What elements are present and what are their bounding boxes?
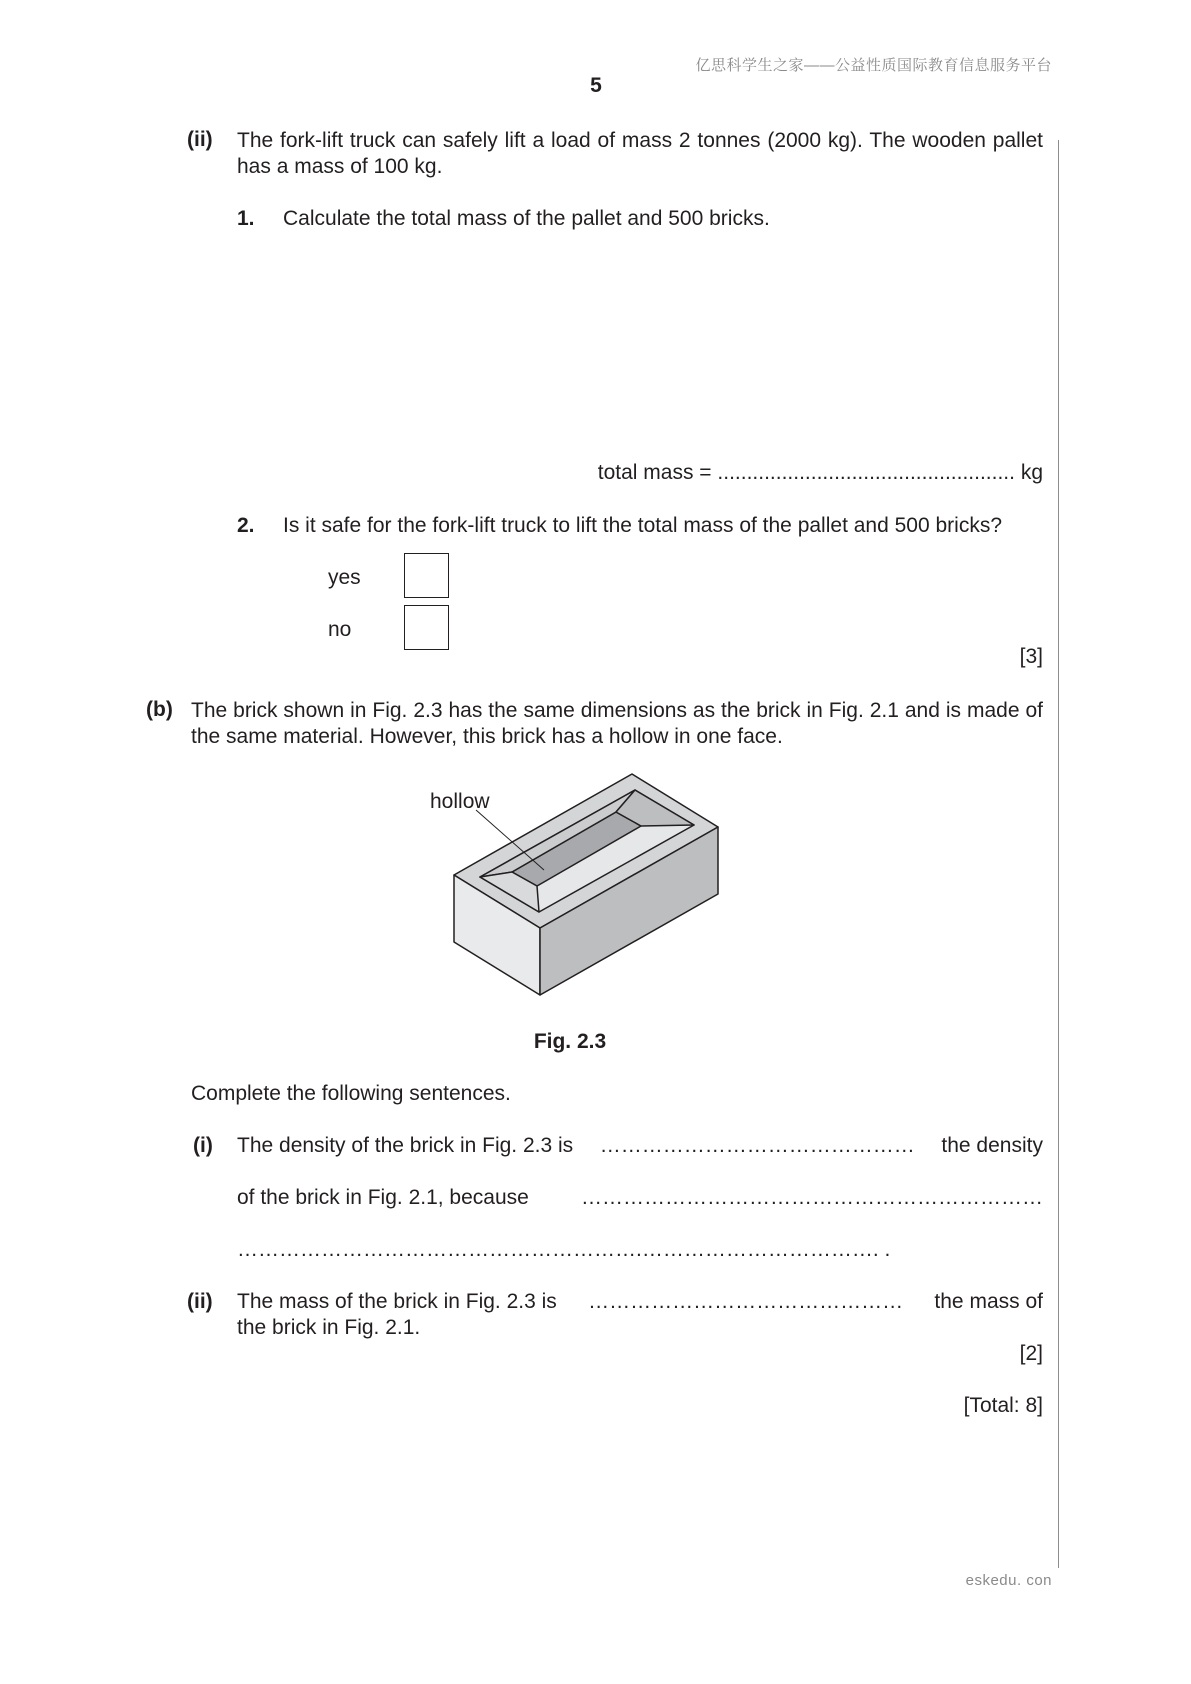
instruction-text: Complete the following sentences. (191, 1082, 511, 1105)
header-watermark: 亿思科学生之家——公益性质国际教育信息服务平台 (695, 57, 1052, 74)
part-b-i-line1 (237, 1134, 1043, 1158)
part-b-i-line2 (237, 1186, 1043, 1210)
b-ii-line1-start: The mass of the brick in Fig. 2.3 is (237, 1290, 557, 1313)
hollow-annotation: hollow (430, 790, 490, 813)
b-i-line1-start: The density of the brick in Fig. 2.3 is (237, 1134, 574, 1157)
part-b-text: The brick shown in Fig. 2.3 has the same dimensions as the brick in Fig. 2.1 and is made of the same material. However, this brick has a hollow in one face. (191, 699, 1043, 748)
part-a-ii-text: The fork-lift truck can safely lift a load of mass 2 tonnes (2000 kg). The wooden pallet has a mass of 100 kg. (237, 129, 1043, 178)
option-yes-label: yes (328, 566, 361, 589)
option-no-box[interactable] (404, 605, 449, 650)
part-a-ii-label: (ii) (187, 128, 213, 151)
b-i-reason-blank-2[interactable]: ………………………………………………….……………………………. . (237, 1238, 891, 1261)
q2-text: Is it safe for the fork-lift truck to lift the total mass of the pallet and 500 bricks? (283, 514, 1002, 537)
total-mass-answer-line (520, 461, 1043, 485)
q1-number: 1. (237, 207, 255, 230)
marks-a-ii: [3] (1019, 645, 1043, 668)
part-b-i-label: (i) (193, 1134, 213, 1157)
b-i-reason-blank-1[interactable]: ………………………………………………………… (581, 1186, 1043, 1209)
figure-caption: Fig. 2.3 (533, 1030, 607, 1053)
option-yes-box[interactable] (404, 553, 449, 598)
total-mass-blank[interactable]: ................................................... (717, 461, 1015, 484)
margin-rule (1058, 140, 1059, 1568)
b-i-line2-start: of the brick in Fig. 2.1, because (237, 1186, 529, 1209)
b-ii-mass-blank[interactable]: ……………………………………… (588, 1290, 904, 1313)
b-i-line1-end: the density (941, 1134, 1043, 1157)
hollow-brick-figure (440, 770, 730, 1005)
total-marks: [Total: 8] (963, 1394, 1043, 1417)
page-number: 5 (590, 74, 602, 97)
b-ii-line2: the brick in Fig. 2.1. (237, 1316, 421, 1339)
b-ii-line1-end: the mass of (934, 1290, 1043, 1313)
part-b-ii-line1 (237, 1290, 1043, 1314)
total-mass-label: total mass = (597, 461, 712, 484)
part-b-label: (b) (146, 698, 173, 721)
marks-b: [2] (1019, 1342, 1043, 1365)
total-mass-unit: kg (1020, 461, 1043, 484)
option-no-label: no (328, 618, 352, 641)
part-b-ii-label: (ii) (187, 1290, 213, 1313)
footer-site: eskedu. con (965, 1572, 1052, 1589)
q2-number: 2. (237, 514, 255, 537)
q1-text: Calculate the total mass of the pallet and 500 bricks. (283, 207, 770, 230)
b-i-density-blank[interactable]: ……………………………………… (599, 1134, 915, 1157)
